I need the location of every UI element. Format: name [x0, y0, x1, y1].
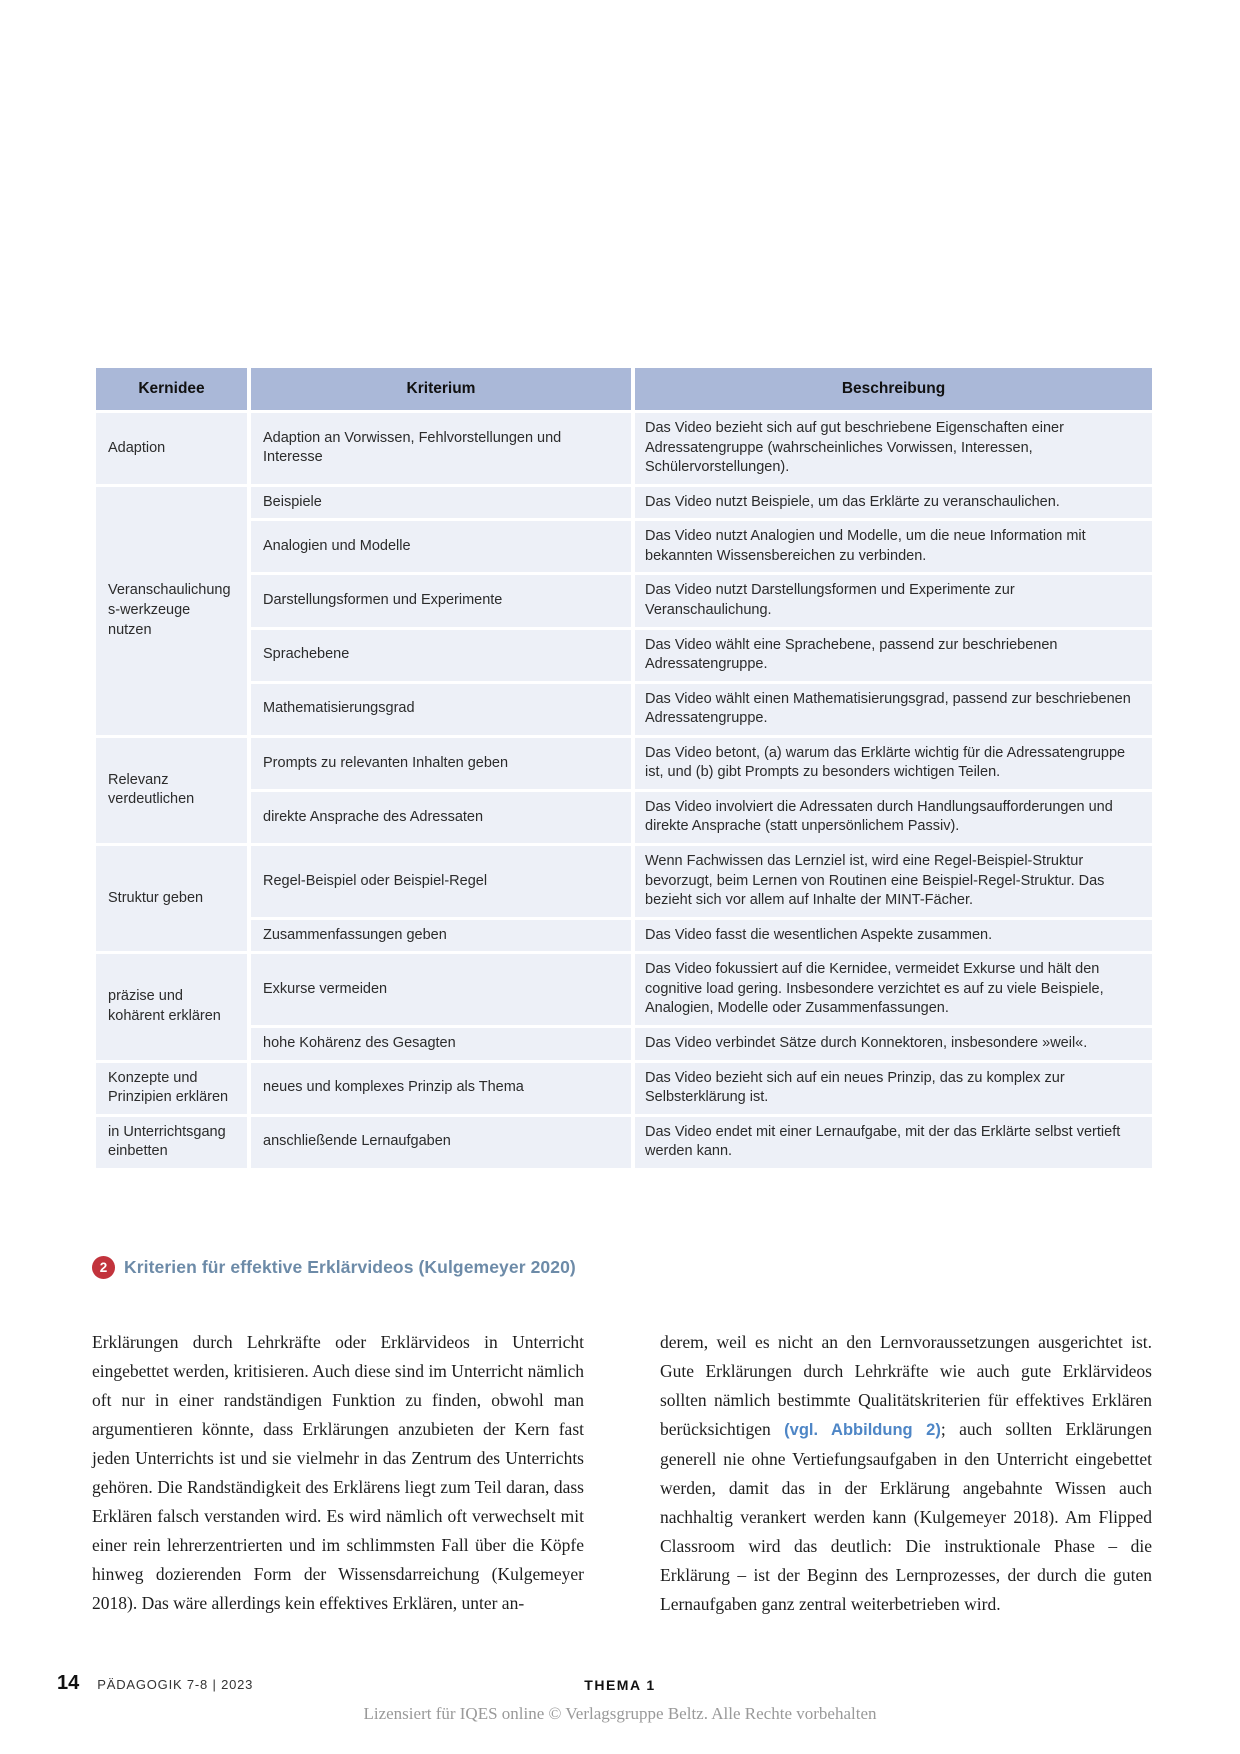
license-line: Lizensiert für IQES online © Verlagsgruppe Beltz. Alle Rechte vorbehalten — [363, 1704, 877, 1723]
body-text-right-before: derem, weil es nicht an den Lernvoraussetzungen ausgerichtet ist. Gute Erklärungen durch Lehrkräfte wie auch gute Erklärvideos sollten nämlich bestimmte Qualitätskriterien für effektives Erklären berücksichtigen — [660, 1332, 1152, 1439]
body-column-left — [92, 1328, 584, 1619]
table-row — [94, 953, 1154, 1027]
page-number: 14 — [57, 1672, 80, 1694]
table-row — [94, 412, 1154, 486]
body-text-left: Erklärungen durch Lehrkräfte oder Erklärvideos in Unterricht eingebettet werden, kritisieren. Auch diese sind im Unterricht nämlich oft nur in einer randständigen Funktion zu finden, obwohl man argumentieren könnte, dass Erklärungen anzubieten der Kern fast jeden Unterrichts ist und sie vielmehr in das Zentrum des Unterrichts gehören. Die Randständigkeit des Erklärens liegt zum Teil daran, dass Erklären falsch verstanden wird. Es wird nämlich oft verwechselt mit einer rein lehrerzentrierten und im schlimmsten Fall über die Köpfe hinweg dozierenden Form der Wissensdarreichung (Kulgemeyer 2018). Das wäre allerdings kein effektives Erklären, unter an- — [92, 1332, 584, 1613]
beschreibung-cell: Das Video fokussiert auf die Kernidee, vermeidet Exkurse und hält den cognitive load gering. Insbesondere verzichtet es auf zu viele Beispiele, Analogien, Modelle oder Zusammenfassungen. — [633, 953, 1154, 1027]
kriterium-cell: Mathematisierungsgrad — [249, 682, 633, 736]
table-row — [94, 682, 1154, 736]
beschreibung-cell: Das Video wählt einen Mathematisierungsgrad, passend zur beschriebenen Adressatengruppe. — [633, 682, 1154, 736]
journal-title: PÄDAGOGIK 7-8 | 2023 — [97, 1677, 254, 1692]
beschreibung-cell: Das Video fasst die wesentlichen Aspekte zusammen. — [633, 918, 1154, 953]
table-row — [94, 574, 1154, 628]
kernidee-cell: präzise und kohärent erklären — [94, 953, 249, 1061]
kernidee-cell: Struktur geben — [94, 845, 249, 953]
beschreibung-cell: Das Video nutzt Darstellungsformen und Experimente zur Veranschaulichung. — [633, 574, 1154, 628]
kriterium-cell: anschließende Lernaufgaben — [249, 1115, 633, 1169]
beschreibung-cell: Das Video bezieht sich auf ein neues Prinzip, das zu komplex zur Selbsterklärung ist. — [633, 1061, 1154, 1115]
beschreibung-cell: Das Video bezieht sich auf gut beschriebene Eigenschaften einer Adressatengruppe (wahrscheinliches Vorwissen, Interessen, Schülervorstellungen). — [633, 412, 1154, 486]
kriterium-cell: neues und komplexes Prinzip als Thema — [249, 1061, 633, 1115]
table-row — [94, 485, 1154, 520]
beschreibung-cell: Wenn Fachwissen das Lernziel ist, wird eine Regel-Beispiel-Struktur bevorzugt, beim Lernen von Routinen eine Beispiel-Regel-Struktur. Das bezieht sich vor allem auf Inhalte der MINT-Fächer. — [633, 845, 1154, 919]
kriterium-cell: Zusammenfassungen geben — [249, 918, 633, 953]
beschreibung-cell: Das Video betont, (a) warum das Erklärte wichtig für die Adressatengruppe ist, und (b) gibt Prompts zu besonders wichtigen Teilen. — [633, 736, 1154, 790]
kernidee-cell: Adaption — [94, 412, 249, 486]
kriterium-cell: Analogien und Modelle — [249, 520, 633, 574]
kriterium-cell: Regel-Beispiel oder Beispiel-Regel — [249, 845, 633, 919]
kriterium-cell: Prompts zu relevanten Inhalten geben — [249, 736, 633, 790]
kernidee-cell: Konzepte und Prinzipien erklären — [94, 1061, 249, 1115]
kernidee-cell: Relevanz verdeutlichen — [94, 736, 249, 844]
beschreibung-cell: Das Video involviert die Adressaten durch Handlungsaufforderungen und direkte Ansprache (statt unpersönlichem Passiv). — [633, 790, 1154, 844]
beschreibung-cell: Das Video nutzt Beispiele, um das Erklärte zu veranschaulichen. — [633, 485, 1154, 520]
body-text-right-after: ; auch sollten Erklärungen generell nie ohne Vertiefungsaufgaben in den Unterricht eingebettet werden, damit das in der Erklärung angebahnte Wissen auch nachhaltig verankert werden kann (Kulgemeyer 2018). Am Flipped Classroom wird das deutlich: Die instruktionale Phase – die Erklärung – ist der Beginn des Lernprozesses, der durch die guten Lernaufgaben ganz zentral weiterbetrieben wird. — [660, 1419, 1153, 1614]
figure-reference-link[interactable]: (vgl. Abbildung 2) — [784, 1421, 941, 1439]
table-row — [94, 918, 1154, 953]
figure-number-badge: 2 — [92, 1256, 115, 1279]
table-row — [94, 520, 1154, 574]
table-header-row — [94, 367, 1154, 412]
kriterium-cell: Darstellungsformen und Experimente — [249, 574, 633, 628]
beschreibung-cell: Das Video nutzt Analogien und Modelle, um die neue Information mit bekannten Wissensbereichen zu verbinden. — [633, 520, 1154, 574]
beschreibung-cell: Das Video verbindet Sätze durch Konnektoren, insbesondere »weil«. — [633, 1026, 1154, 1061]
table-row — [94, 628, 1154, 682]
article-body — [92, 1328, 1152, 1619]
table-row — [94, 1061, 1154, 1115]
table-row — [94, 736, 1154, 790]
section-label: THEMA 1 — [584, 1677, 656, 1693]
table-row — [94, 1115, 1154, 1169]
header-beschreibung: Beschreibung — [633, 367, 1154, 412]
header-kriterium: Kriterium — [249, 367, 633, 412]
beschreibung-cell: Das Video wählt eine Sprachebene, passend zur beschriebenen Adressatengruppe. — [633, 628, 1154, 682]
kernidee-cell: Veranschaulichungs-werkzeuge nutzen — [94, 485, 249, 736]
kernidee-cell: in Unterrichtsgang einbetten — [94, 1115, 249, 1169]
criteria-table — [92, 365, 1156, 1171]
header-kernidee: Kernidee — [94, 367, 249, 412]
body-column-right — [660, 1328, 1152, 1619]
kriterium-cell: Adaption an Vorwissen, Fehlvorstellungen und Interesse — [249, 412, 633, 486]
beschreibung-cell: Das Video endet mit einer Lernaufgabe, mit der das Erklärte selbst vertieft werden kann. — [633, 1115, 1154, 1169]
kriterium-cell: direkte Ansprache des Adressaten — [249, 790, 633, 844]
figure-caption-text: Kriterien für effektive Erklärvideos (Kulgemeyer 2020) — [124, 1257, 576, 1277]
kriterium-cell: Sprachebene — [249, 628, 633, 682]
kriterium-cell: Exkurse vermeiden — [249, 953, 633, 1027]
figure-caption — [92, 1256, 576, 1279]
table-row — [94, 1026, 1154, 1061]
table-row — [94, 845, 1154, 919]
kriterium-cell: Beispiele — [249, 485, 633, 520]
kriterium-cell: hohe Kohärenz des Gesagten — [249, 1026, 633, 1061]
table-row — [94, 790, 1154, 844]
